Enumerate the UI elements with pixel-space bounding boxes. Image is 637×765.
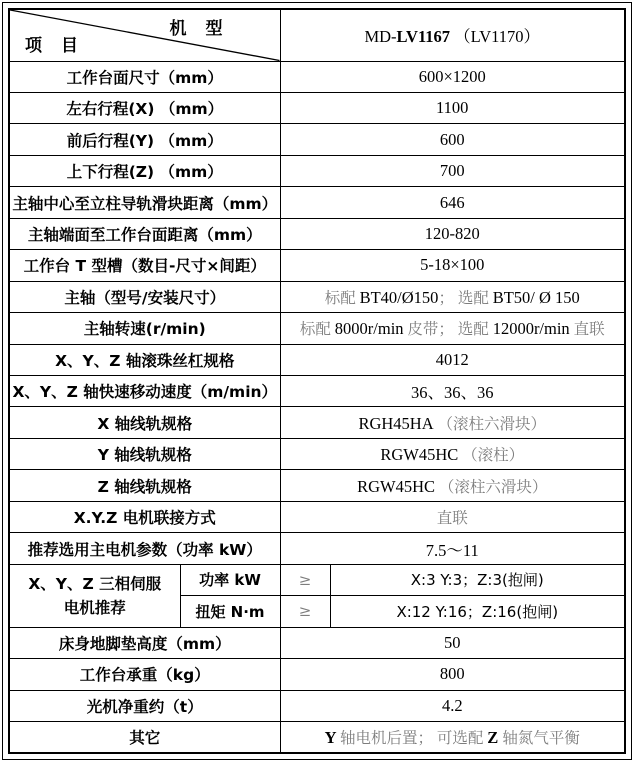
spec-row — [9, 533, 625, 564]
row-value-cell — [280, 344, 625, 375]
row-value-cell — [280, 722, 625, 753]
row-value-cell — [280, 533, 625, 564]
row-value-cell — [280, 501, 625, 532]
row-value-cell — [280, 187, 625, 218]
spec-row — [9, 61, 625, 92]
row-value-cell — [280, 376, 625, 407]
machine-type-label: 机 型 — [169, 19, 224, 39]
row-label-cell: 光机净重约（t） — [9, 690, 280, 721]
row-label-cell: 左右行程(X) （mm） — [9, 92, 280, 123]
value-segment: 12000r/min — [492, 319, 570, 339]
value-segment: 轴电机后置； 可选配 — [340, 730, 488, 747]
row-label-cell: 床身地脚垫高度（mm） — [9, 627, 280, 658]
spec-table-body — [9, 61, 625, 753]
row-label-cell: X、Y、Z 轴滚珠丝杠规格 — [9, 344, 280, 375]
row-label-cell: 工作台 T 型槽（数目-尺寸×间距） — [9, 250, 280, 281]
value-segment: 7.5～11 — [425, 540, 479, 560]
spec-row — [9, 155, 625, 186]
row-label-cell: 主轴（型号/安装尺寸） — [9, 281, 280, 312]
value-segment: RGW45HC — [380, 445, 459, 465]
row-value-cell — [280, 438, 625, 469]
spec-row — [9, 344, 625, 375]
value-segment: 600 — [439, 129, 465, 149]
table-outer-frame — [2, 2, 632, 760]
row-label-cell: 推荐选用主电机参数（功率 kW） — [9, 533, 280, 564]
model-cell — [280, 9, 625, 61]
spec-row — [9, 501, 625, 532]
value-segment: ； 选配 — [438, 289, 493, 307]
value-segment: 4012 — [435, 349, 469, 369]
row-label-cell: X.Y.Z 电机联接方式 — [9, 501, 280, 532]
row-label-cell: 上下行程(Z) （mm） — [9, 155, 280, 186]
value-segment: 标配 — [324, 289, 360, 307]
row-label-cell: 主轴端面至工作台面距离（mm） — [9, 218, 280, 249]
row-label-cell: Y 轴线轨规格 — [9, 438, 280, 469]
value-segment: 4.2 — [441, 695, 463, 715]
row-value-cell — [280, 250, 625, 281]
spec-row — [9, 627, 625, 658]
row-value-cell — [280, 61, 625, 92]
value-segment: RGW45HC — [357, 476, 436, 496]
spec-row — [9, 376, 625, 407]
servo-group-label-line2: 电机推荐 — [63, 598, 126, 617]
servo-group-label-line1: X、Y、Z 三相伺服 — [28, 574, 162, 593]
row-label-cell: 主轴转速(r/min) — [9, 313, 280, 344]
value-segment: 5-18×100 — [420, 255, 485, 275]
value-segment: （滚柱六滑块） — [435, 478, 548, 496]
spec-row — [9, 722, 625, 753]
row-value-cell — [280, 155, 625, 186]
servo-spec-row — [9, 564, 625, 595]
item-label: 项 目 — [25, 35, 79, 56]
value-segment: 轴氮气平衡 — [502, 730, 580, 747]
value-segment: BT50/ Ø 150 — [492, 287, 580, 307]
value-segment: LV1167 — [396, 27, 451, 47]
header-row — [9, 9, 625, 61]
value-segment: 120-820 — [424, 223, 480, 243]
spec-row — [9, 407, 625, 438]
row-label-cell: 工作台面尺寸（mm） — [9, 61, 280, 92]
spec-table — [8, 8, 626, 754]
spec-row — [9, 187, 625, 218]
row-value-cell — [280, 407, 625, 438]
value-segment: MD- — [364, 27, 397, 47]
value-segment: 8000r/min — [334, 319, 404, 339]
row-label-cell: X、Y、Z 轴快速移动速度（m/min） — [9, 376, 280, 407]
row-label-cell: X 轴线轨规格 — [9, 407, 280, 438]
value-segment: X:12 Y:16；Z:16(抱闸) — [396, 602, 559, 621]
spec-row — [9, 124, 625, 155]
value-segment: 600×1200 — [418, 66, 486, 86]
value-segment: RGH45HA — [358, 413, 434, 433]
gte-symbol: ≥ — [280, 564, 330, 595]
value-segment: 646 — [439, 192, 465, 212]
value-segment: X:3 Y:3；Z:3(抱闸) — [410, 571, 544, 590]
header-diagonal-cell — [9, 9, 280, 61]
row-label-cell: 其它 — [9, 722, 280, 753]
row-value-cell — [280, 313, 625, 344]
row-value-cell — [280, 690, 625, 721]
spec-row — [9, 313, 625, 344]
servo-value-cell — [330, 596, 625, 627]
value-segment: 36、36、36 — [411, 383, 494, 403]
value-segment: （滚柱六滑块） — [433, 415, 547, 433]
row-label-cell: 前后行程(Y) （mm） — [9, 124, 280, 155]
value-segment: 1100 — [436, 98, 469, 118]
value-segment: 标配 — [299, 321, 335, 339]
row-value-cell — [280, 627, 625, 658]
spec-row — [9, 92, 625, 123]
spec-row — [9, 281, 625, 312]
spec-row — [9, 250, 625, 281]
model-name — [364, 27, 540, 47]
value-segment: 50 — [444, 632, 461, 652]
spec-row — [9, 659, 625, 690]
spec-row — [9, 470, 625, 501]
row-value-cell — [280, 124, 625, 155]
spec-row — [9, 438, 625, 469]
row-value-cell — [280, 92, 625, 123]
spec-row — [9, 690, 625, 721]
value-segment: 800 — [439, 664, 465, 684]
row-value-cell — [280, 218, 625, 249]
spec-row — [9, 218, 625, 249]
servo-value-cell — [330, 564, 625, 595]
row-label-cell: 主轴中心至立柱导轨滑块距离（mm） — [9, 187, 280, 218]
row-value-cell — [280, 281, 625, 312]
value-segment: （滚柱） — [458, 447, 525, 465]
row-value-cell — [280, 470, 625, 501]
value-segment: （LV1170） — [450, 27, 541, 47]
row-label-cell: 工作台承重（kg） — [9, 659, 280, 690]
row-label-cell: Z 轴线轨规格 — [9, 470, 280, 501]
servo-param-cell: 扭矩 N·m — [180, 596, 280, 627]
gte-symbol: ≥ — [280, 596, 330, 627]
value-segment: 700 — [439, 161, 465, 181]
value-segment: 直联 — [436, 510, 468, 528]
value-segment: 皮带； 选配 — [403, 321, 493, 339]
value-segment: BT40/Ø150 — [359, 287, 439, 307]
servo-group-cell — [9, 564, 180, 627]
servo-param-cell: 功率 kW — [180, 564, 280, 595]
value-segment: Z — [487, 728, 503, 747]
value-segment: 直联 — [569, 321, 605, 339]
row-value-cell — [280, 659, 625, 690]
value-segment: Y — [324, 728, 340, 747]
